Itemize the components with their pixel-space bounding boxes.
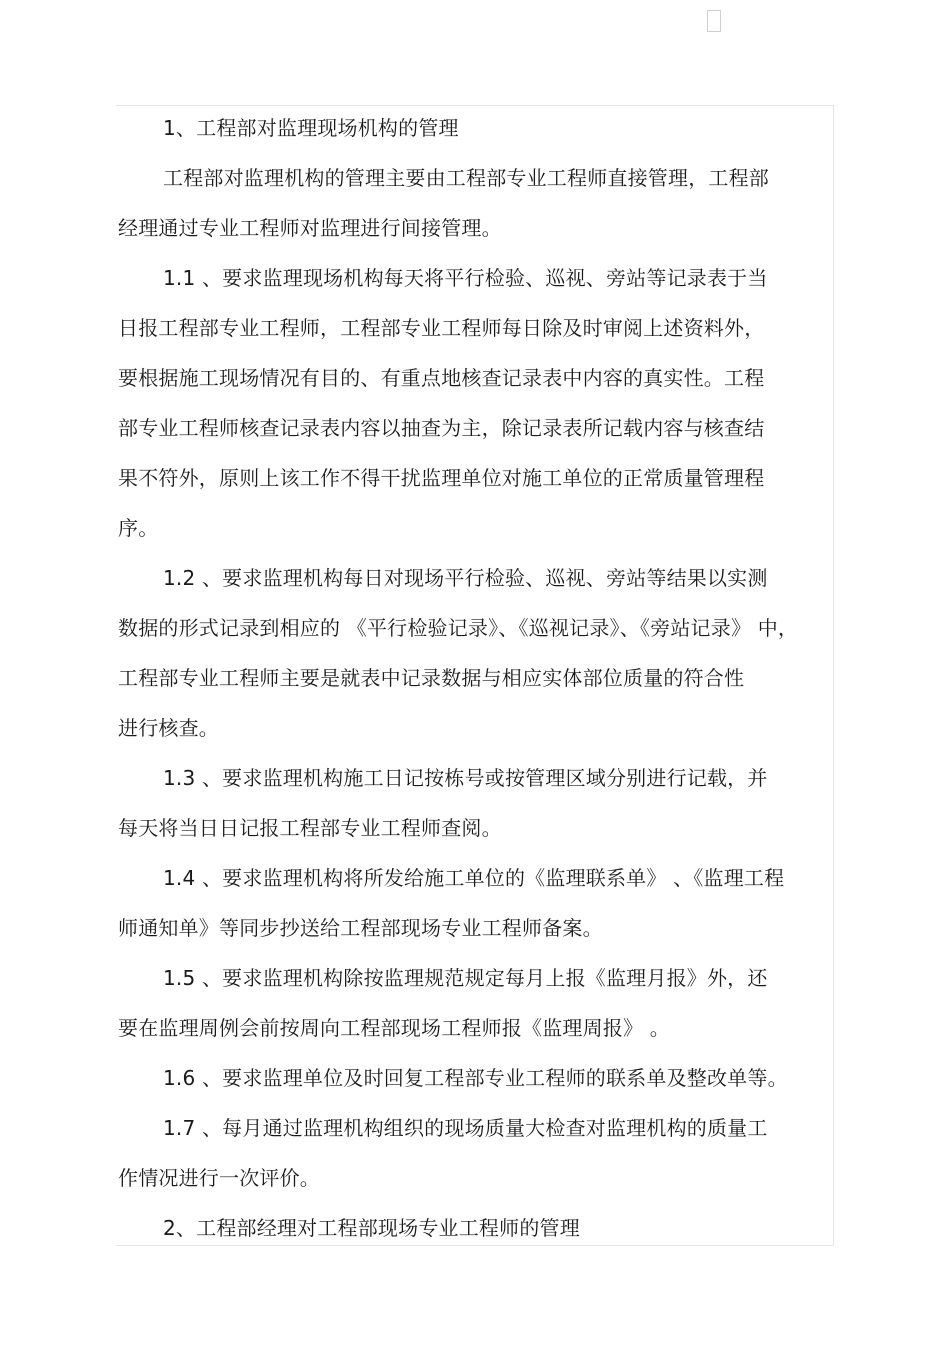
paragraph-line: 要根据施工现场情况有目的、有重点地核查记录表中内容的真实性。工程 [118, 366, 765, 390]
paragraph-line: 经理通过专业工程师对监理进行间接管理。 [118, 216, 502, 240]
item-1-7-line: 1.7 、每月通过监理机构组织的现场质量大检查对监理机构的质量工 [163, 1116, 768, 1140]
section-heading-1: 1、工程部对监理现场机构的管理 [163, 116, 459, 140]
paragraph-line: 序。 [118, 516, 159, 540]
item-1-1-line: 1.1 、要求监理现场机构每天将平行检验、巡视、旁站等记录表于当 [163, 266, 768, 290]
paragraph-line: 作情况进行一次评价。 [118, 1166, 320, 1190]
paragraph-line: 数据的形式记录到相应的 《平行检验记录》、《巡视记录》、《旁站记录》 中， [118, 616, 799, 640]
item-1-5-line: 1.5 、要求监理机构除按监理规范规定每月上报《监理月报》外，还 [163, 966, 768, 990]
section-heading-2: 2、工程部经理对工程部现场专业工程师的管理 [163, 1216, 580, 1240]
item-1-6-line: 1.6 、要求监理单位及时回复工程部专业工程师的联系单及整改单等。 [163, 1066, 788, 1090]
paragraph-line: 日报工程部专业工程师，工程部专业工程师每日除及时审阅上述资料外， [118, 316, 765, 340]
item-1-2-line: 1.2 、要求监理机构每日对现场平行检验、巡视、旁站等结果以实测 [163, 566, 768, 590]
paragraph-line: 工程部专业工程师主要是就表中记录数据与相应实体部位质量的符合性 [118, 666, 745, 690]
item-1-4-line: 1.4 、要求监理机构将所发给施工单位的《监理联系单》 、《监理工程 [163, 866, 785, 890]
item-1-3-line: 1.3 、要求监理机构施工日记按栋号或按管理区域分别进行记载，并 [163, 766, 768, 790]
paragraph-line: 进行核查。 [118, 716, 219, 740]
paragraph-line: 要在监理周例会前按周向工程部现场工程师报《监理周报》 。 [118, 1016, 670, 1040]
paragraph-line: 每天将当日日记报工程部专业工程师查阅。 [118, 816, 502, 840]
corner-mark [707, 10, 721, 32]
paragraph-line: 师通知单》等同步抄送给工程部现场专业工程师备案。 [118, 916, 603, 940]
paragraph-line: 工程部对监理机构的管理主要由工程部专业工程师直接管理，工程部 [163, 166, 769, 190]
paragraph-line: 果不符外，原则上该工作不得干扰监理单位对施工单位的正常质量管理程 [118, 466, 765, 490]
paragraph-line: 部专业工程师核查记录表内容以抽查为主，除记录表所记载内容与核查结 [118, 416, 765, 440]
